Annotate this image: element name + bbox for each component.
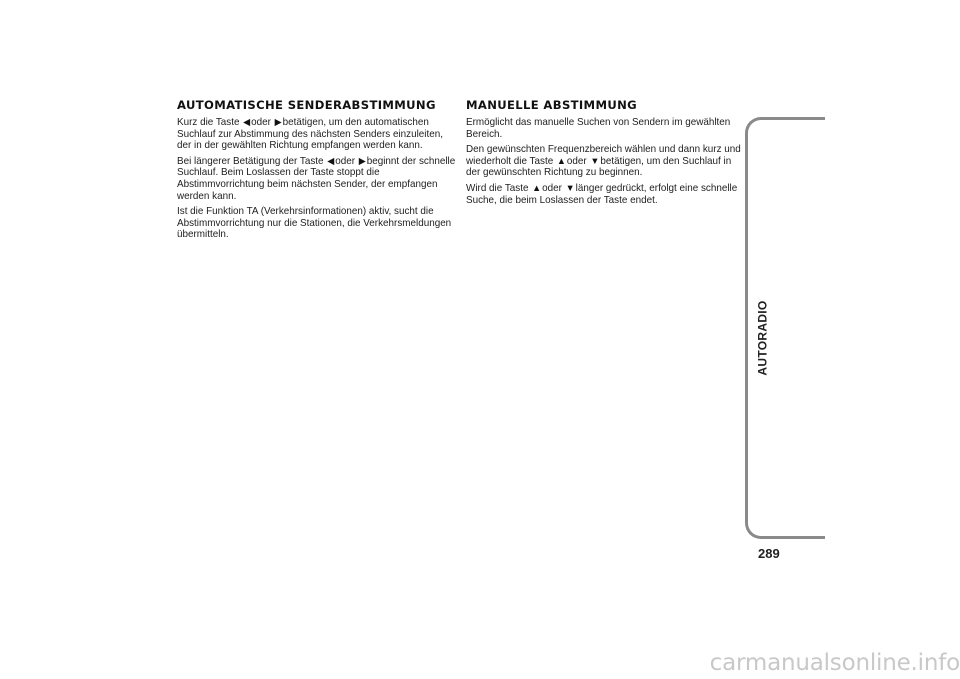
section-heading-automatic-tuning: AUTOMATISCHE SENDERABSTIMMUNG [177, 98, 436, 112]
arrow-left-icon: ◀ [243, 117, 251, 128]
paragraph-long-press: Bei längerer Betätigung der Taste ◀oder ▶beginnt der schnelle Suchlauf. Beim Loslassen der Taste stoppt die Abstimmvorrichtung beim nächsten Sender, der empfangen werden kann. [177, 155, 456, 202]
left-column [177, 98, 469, 245]
chapter-tab-label: AUTORADIO [756, 300, 770, 376]
watermark: carmanualsonline.info [709, 650, 960, 676]
paragraph-fast-search: Wird die Taste ▲oder ▼länger gedrückt, erfolgt eine schnelle Suche, die beim Loslassen der Taste endet. [466, 182, 738, 206]
section-heading-manual-tuning: MANUELLE ABSTIMMUNG [466, 98, 638, 112]
paragraph-ta-function: Ist die Funktion TA (Verkehrsinformationen) aktiv, sucht die Abstimmvorrichtung nur die Stationen, die Verkehrsmeldungen übermitteln. [177, 206, 452, 241]
paragraph-short-press: Kurz die Taste ◀oder ▶betätigen, um den automatischen Suchlauf zur Abstimmung des nächsten Senders einzuleiten, der in der gewählten Richtung empfangen werden kann. [177, 117, 443, 152]
arrow-down-icon: ▼ [590, 155, 600, 167]
arrow-up-icon: ▲ [532, 182, 542, 194]
arrow-down-icon: ▼ [565, 182, 575, 194]
right-column [466, 98, 758, 210]
arrow-right-icon: ▶ [358, 155, 366, 167]
arrow-right-icon: ▶ [274, 117, 282, 128]
arrow-up-icon: ▲ [556, 155, 566, 167]
chapter-tab [741, 300, 785, 376]
paragraph-frequency-band: Den gewünschten Frequenzbereich wählen und dann kurz und wiederholt die Taste ▲oder ▼betätigen, um den Suchlauf in der gewünschten Richtung zu beginnen. [466, 144, 741, 179]
page-number: 289 [758, 546, 780, 561]
paragraph-manual-intro: Ermöglicht das manuelle Suchen von Sendern im gewählten Bereich. [466, 117, 731, 140]
arrow-left-icon: ◀ [327, 155, 335, 167]
